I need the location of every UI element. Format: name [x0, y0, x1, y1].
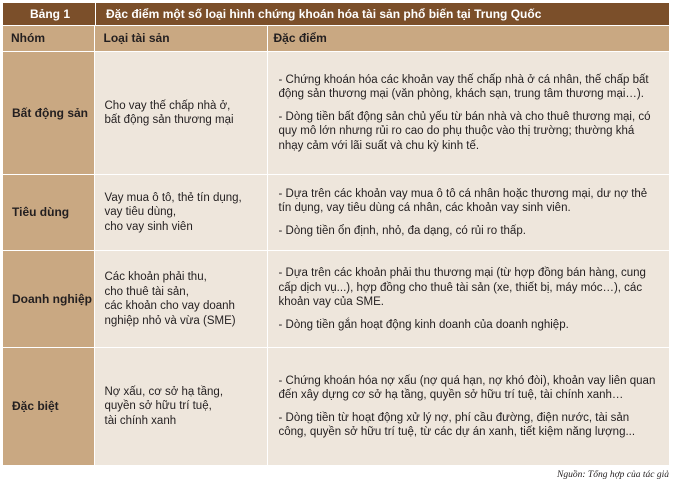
table-title: Đặc điểm một số loại hình chứng khoán hóa tài sản phổ biến tại Trung Quốc [95, 3, 541, 25]
desc-paragraph: - Dòng tiền ổn định, nhỏ, đa dạng, có rủi ro thấp. [278, 224, 526, 237]
source-note: Nguồn: Tổng hợp của tác giả [557, 470, 669, 480]
asset-line: tài chính xanh [104, 414, 177, 427]
table-row [3, 175, 669, 251]
desc-paragraph: - Chứng khoán hóa các khoản vay thế chấp nhà ở cá nhân, thế chấp bất động sản thương mại (văn phòng, khách sạn, trung tâm thương mại…). [278, 73, 649, 101]
table-number: Bảng 1 [30, 7, 71, 21]
asset-line: vay tiêu dùng, [104, 206, 177, 219]
row-group: Tiêu dùng [3, 175, 94, 251]
asset-line: Nợ xấu, cơ sở hạ tầng, [104, 385, 224, 398]
asset-securitization-table [3, 26, 669, 466]
asset-line: Các khoản phải thu, [104, 271, 207, 283]
desc-paragraph: - Dựa trên các khoản vay mua ô tô cá nhân hoặc thương mại, dư nợ thẻ tín dụng, vay tiêu dùng cá nhân, các khoản vay sinh viên. [278, 187, 648, 215]
desc-paragraph: - Dựa trên các khoản phải thu thương mại (từ hợp đồng bán hàng, cung cấp dịch vụ...), hợp đồng cho thuê tài sản (xe, thiết bị, máy móc…), các khoản vay của SME. [278, 267, 646, 308]
row-asset [94, 52, 267, 175]
asset-line: Vay mua ô tô, thẻ tín dụng, [104, 191, 242, 204]
asset-line: cho vay sinh viên [104, 220, 193, 233]
table-row [3, 251, 669, 348]
row-group: Bất động sản [3, 52, 94, 175]
desc-paragraph: - Chứng khoán hóa nợ xấu (nợ quá hạn, nợ khó đòi), khoản vay liên quan đến xây dựng cơ sở hạ tầng, quyền sở hữu trí tuệ, tài chính xanh… [278, 374, 656, 401]
desc-paragraph: - Dòng tiền từ hoạt động xử lý nợ, phí cầu đường, điện nước, tài sản công, quyền sở hữu trí tuệ, từ các dự án xanh, tiết kiệm năng lượng... [278, 411, 636, 438]
table-row [3, 348, 669, 466]
asset-line: các khoản cho vay doanh [104, 300, 235, 312]
row-asset [94, 251, 267, 348]
desc-paragraph: - Dòng tiền gắn hoạt động kinh doanh của doanh nghiệp. [278, 318, 569, 331]
row-group: Doanh nghiệp [3, 251, 94, 348]
row-asset [94, 348, 267, 466]
header-desc: Đặc điểm [267, 26, 669, 52]
table-title-bar [3, 3, 669, 25]
asset-line: bất động sản thương mại [104, 114, 234, 126]
header-asset: Loại tài sản [94, 26, 267, 52]
table-row [3, 52, 669, 175]
row-desc [267, 175, 669, 251]
row-desc [267, 348, 669, 466]
asset-line: Cho vay thế chấp nhà ở, [104, 99, 231, 112]
row-desc [267, 251, 669, 348]
asset-line: cho thuê tài sản, [104, 285, 189, 298]
table-header-row [3, 26, 669, 52]
asset-line: quyền sở hữu trí tuệ, [104, 400, 212, 413]
row-asset [94, 175, 267, 251]
desc-paragraph: - Dòng tiền bất động sản chủ yếu từ bán nhà và cho thuê thương mại, có quy mô lớn nhưng rủi ro cao do phụ thuộc vào thị trường; thường khá nhạy cảm với lãi suất và chu kỳ kinh tế. [278, 110, 651, 152]
row-desc [267, 52, 669, 175]
row-group: Đặc biệt [3, 348, 94, 466]
header-group: Nhóm [3, 26, 94, 52]
asset-line: nghiệp nhỏ và vừa (SME) [104, 314, 236, 327]
